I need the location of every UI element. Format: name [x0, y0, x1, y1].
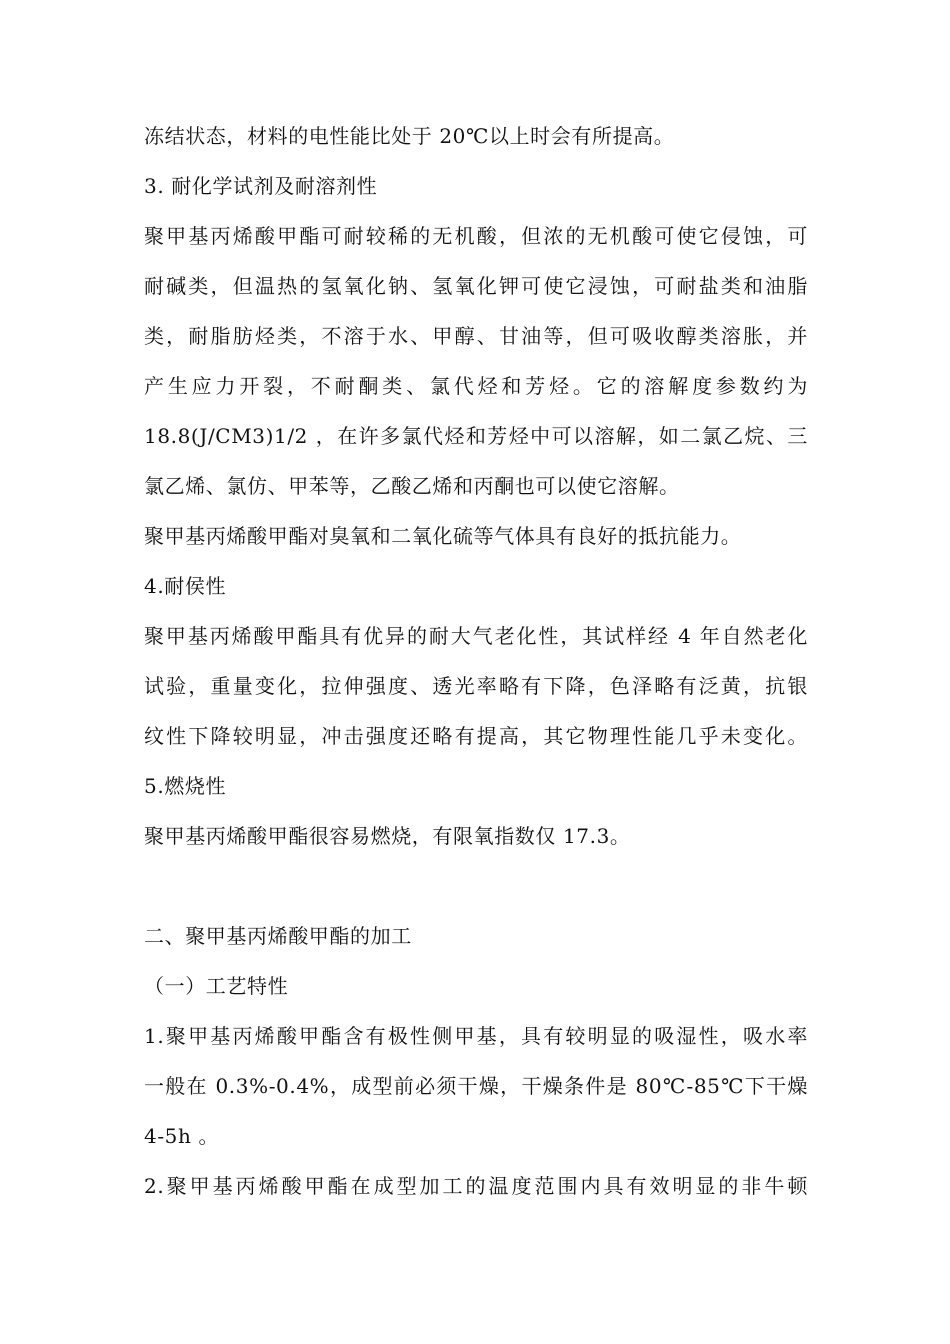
- text-line: 聚甲基丙烯酸甲酯可耐较稀的无机酸，但浓的无机酸可使它侵蚀，可: [144, 224, 808, 248]
- text-line: 4-5h 。: [144, 1124, 220, 1148]
- text-line: 聚甲基丙烯酸甲酯具有优异的耐大气老化性，其试样经 4 年自然老化: [144, 624, 808, 648]
- text-line: 氯乙烯、氯仿、甲苯等，乙酸乙烯和丙酮也可以使它溶解。: [144, 474, 680, 498]
- text-line: 18.8(J/CM3)1/2 ，在许多氯代烃和芳烃中可以溶解，如二氯乙烷、三: [144, 424, 808, 448]
- section-heading-flammability: 5.燃烧性: [144, 774, 227, 798]
- text-line: 纹性下降较明显，冲击强度还略有提高，其它物理性能几乎未变化。: [144, 724, 808, 748]
- text-line: 试验，重量变化，拉伸强度、透光率略有下降，色泽略有泛黄，抗银: [144, 674, 808, 698]
- subsection-heading-process-characteristics: （一）工艺特性: [144, 974, 289, 998]
- text-line: 产生应力开裂，不耐酮类、氯代烃和芳烃。它的溶解度参数约为: [144, 374, 808, 398]
- text-line: 2.聚甲基丙烯酸甲酯在成型加工的温度范围内具有效明显的非牛顿: [144, 1174, 808, 1198]
- text-line: 一般在 0.3%-0.4%，成型前必须干燥，干燥条件是 80℃-85℃下干燥: [144, 1074, 808, 1098]
- text-line: 聚甲基丙烯酸甲酯对臭氧和二氧化硫等气体具有良好的抵抗能力。: [144, 524, 742, 548]
- section-heading-weather-resistance: 4.耐侯性: [144, 574, 227, 598]
- text-line: 冻结状态，材料的电性能比处于 20℃以上时会有所提高。: [144, 124, 675, 148]
- section-heading-chemical-resistance: 3. 耐化学试剂及耐溶剂性: [144, 174, 378, 198]
- text-line: 类，耐脂肪烃类，不溶于水、甲醇、甘油等，但可吸收醇类溶胀，并: [144, 324, 808, 348]
- text-line: 聚甲基丙烯酸甲酯很容易燃烧，有限氧指数仅 17.3。: [144, 824, 631, 848]
- text-line: 耐碱类，但温热的氢氧化钠、氢氧化钾可使它浸蚀，可耐盐类和油脂: [144, 274, 808, 298]
- text-line: 1.聚甲基丙烯酸甲酯含有极性侧甲基，具有较明显的吸湿性，吸水率: [144, 1024, 808, 1048]
- chapter-heading-processing: 二、聚甲基丙烯酸甲酯的加工: [144, 924, 412, 948]
